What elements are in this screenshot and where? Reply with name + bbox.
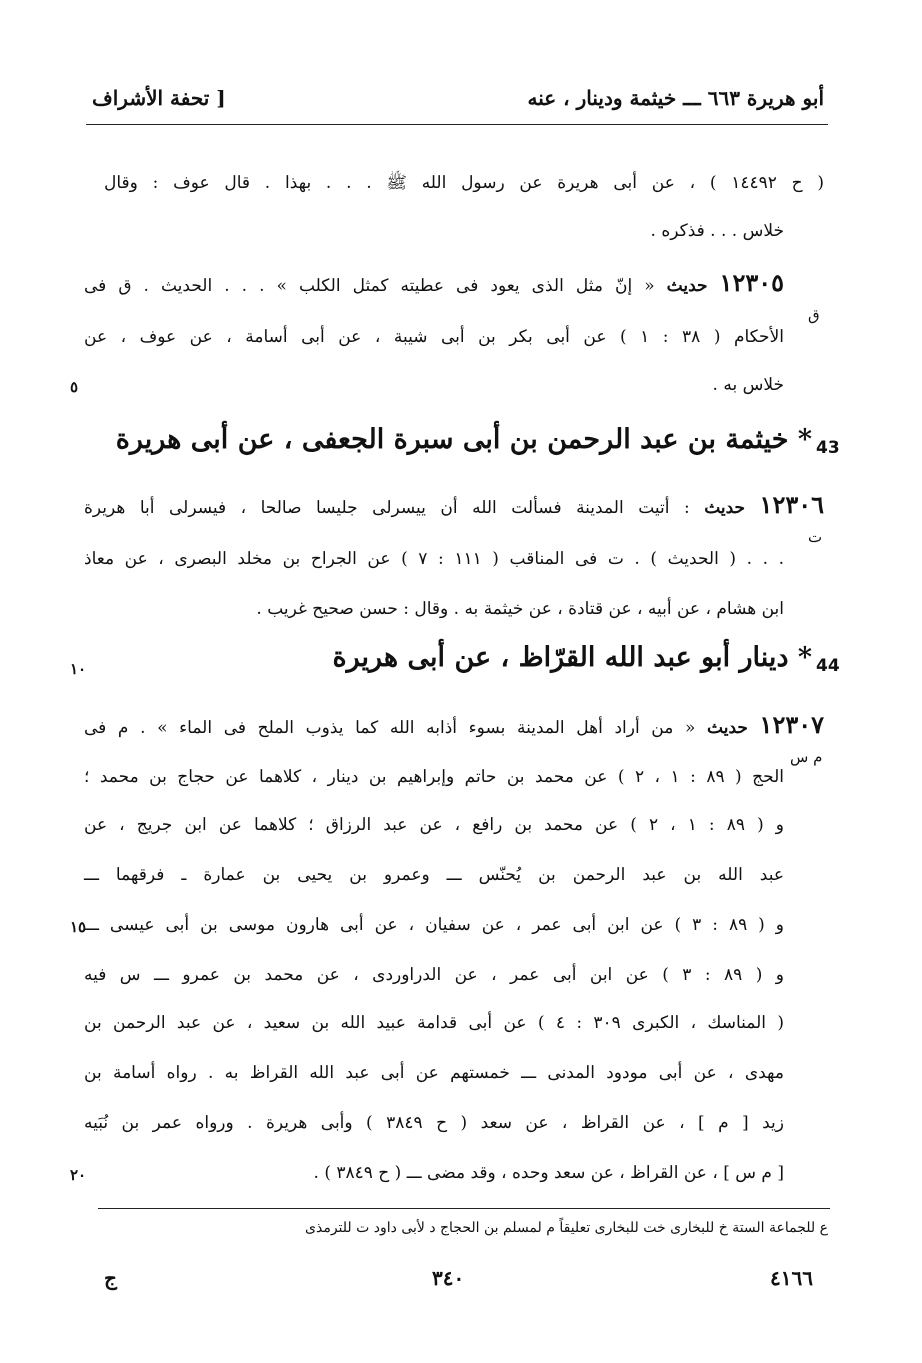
text-line: ابن هشام ، عن أبيه ، عن قتادة ، عن خيثمة به . وقال : حسن صحيح غريب . bbox=[256, 599, 784, 619]
page-number: ٣٤٠ bbox=[432, 1266, 465, 1290]
footer-rule bbox=[98, 1208, 830, 1209]
running-header-book: [ تحفة الأشراف bbox=[92, 86, 226, 110]
line-number: ٥ bbox=[70, 378, 79, 396]
hadith-text: : أتيت المدينة فسألت الله أن ييسرلى جليسا صالحا ، فيسرلى أبا هريرة bbox=[84, 498, 690, 518]
text-line: . . . ( الحديث ) . ت فى المناقب ( ١١١ : ٧ ) عن الجراح بن مخلد البصرى ، عن معاذ bbox=[84, 549, 784, 569]
text-line: و ( ٨٩ : ٣ ) عن ابن أبى عمر ، عن سفيان ، عن أبى هارون موسى بن أبى عيسى ـــ bbox=[84, 915, 784, 935]
line-number: ١٥ bbox=[70, 918, 87, 936]
signature-letter: ج bbox=[104, 1266, 117, 1290]
footer-abbreviations: ع للجماعة الستة خ للبخارى خت للبخارى تعليقاً م لمسلم بن الحجاج د لأبى داود ت للترمذى bbox=[305, 1220, 828, 1236]
entry-title: * دينار أبو عبد الله القرّاظ ، عن أبى هريرة bbox=[332, 642, 812, 673]
text-line: عبد الله بن عبد الرحمن بن يُحنّس ـــ وعمرو بن يحيى بن عمارة ـ فرقهما ـــ bbox=[84, 865, 784, 885]
hadith-number: ١٢٣٠٦ bbox=[759, 490, 824, 519]
text-line: الأحكام ( ٣٨ : ١ ) عن أبى بكر بن أبى شيبة ، عن أبى أسامة ، عن عوف ، عن bbox=[84, 327, 784, 347]
hadith-text: « من أراد أهل المدينة بسوء أذابه الله كما يذوب الملح فى الماء » . م فى bbox=[84, 718, 696, 738]
text-line: و ( ٨٩ : ٣ ) عن ابن أبى عمر ، عن الدراوردى ، عن محمد بن عمرو ـــ س فيه bbox=[84, 965, 784, 985]
line-number: ١٠ bbox=[70, 660, 87, 678]
text-line: ( ح ١٤٤٩٢ ) ، عن أبى هريرة عن رسول الله ﷺ . . . بهذا . قال عوف : وقال bbox=[104, 173, 824, 193]
text-line: الحج ( ٨٩ : ١ ، ٢ ) عن محمد بن حاتم وإبراهيم بن دينار ، كلاهما عن حجاج بن محمد ؛ bbox=[84, 767, 784, 787]
running-header-title: أبو هريرة ٦٦٣ ـــ خيثمة ودينار ، عنه bbox=[527, 86, 824, 110]
hadith-keyword: حديث bbox=[707, 718, 748, 738]
text-line: زيد [ م ] ، عن القراظ ، عن سعد ( ح ٣٨٤٩ ) وأبى هريرة . ورواه عمر بن نُبَيه bbox=[84, 1113, 784, 1133]
entry-number: 43 bbox=[816, 438, 840, 458]
text-line: [ م س ] ، عن القراظ ، عن سعد وحده ، وقد مضى ـــ ( ح ٣٨٤٩ ) . bbox=[313, 1163, 784, 1183]
hadith-12307-line-1 bbox=[84, 712, 824, 741]
header-rule bbox=[86, 124, 828, 125]
hadith-12305-line-1 bbox=[84, 270, 784, 299]
hadith-keyword: حديث bbox=[666, 276, 708, 296]
margin-siglum: م س bbox=[790, 748, 823, 766]
margin-siglum: ق bbox=[808, 306, 820, 324]
margin-siglum: ت bbox=[808, 528, 823, 546]
hadith-number: ١٢٣٠٧ bbox=[759, 710, 824, 739]
hadith-text: « إنّ مثل الذى يعود فى عطيته كمثل الكلب » . . . الحديث . ق فى bbox=[84, 276, 655, 296]
text-line: ( المناسك ، الكبرى ٣٠٩ : ٤ ) عن أبى قدامة عبيد الله بن سعيد ، عن عبد الرحمن بن bbox=[84, 1013, 784, 1033]
hadith-number: ١٢٣٠٥ bbox=[719, 268, 784, 297]
volume-number: ٤١٦٦ bbox=[770, 1266, 813, 1290]
entry-title: * خيثمة بن عبد الرحمن بن أبى سبرة الجعفى ، عن أبى هريرة bbox=[115, 424, 812, 455]
text-line: و ( ٨٩ : ١ ، ٢ ) عن محمد بن رافع ، عن عبد الرزاق ؛ كلاهما عن ابن جريج ، عن bbox=[84, 815, 784, 835]
text-line: خلاس . . . فذكره . bbox=[650, 221, 784, 241]
entry-number: 44 bbox=[816, 656, 840, 676]
text-line: خلاس به . bbox=[712, 375, 784, 395]
hadith-keyword: حديث bbox=[704, 498, 746, 518]
hadith-12306-line-1 bbox=[84, 492, 824, 521]
text-line: مهدى ، عن أبى مودود المدنى ـــ خمستهم عن أبى عبد الله القراظ به . رواه أسامة بن bbox=[84, 1063, 784, 1083]
line-number: ٢٠ bbox=[70, 1166, 87, 1184]
